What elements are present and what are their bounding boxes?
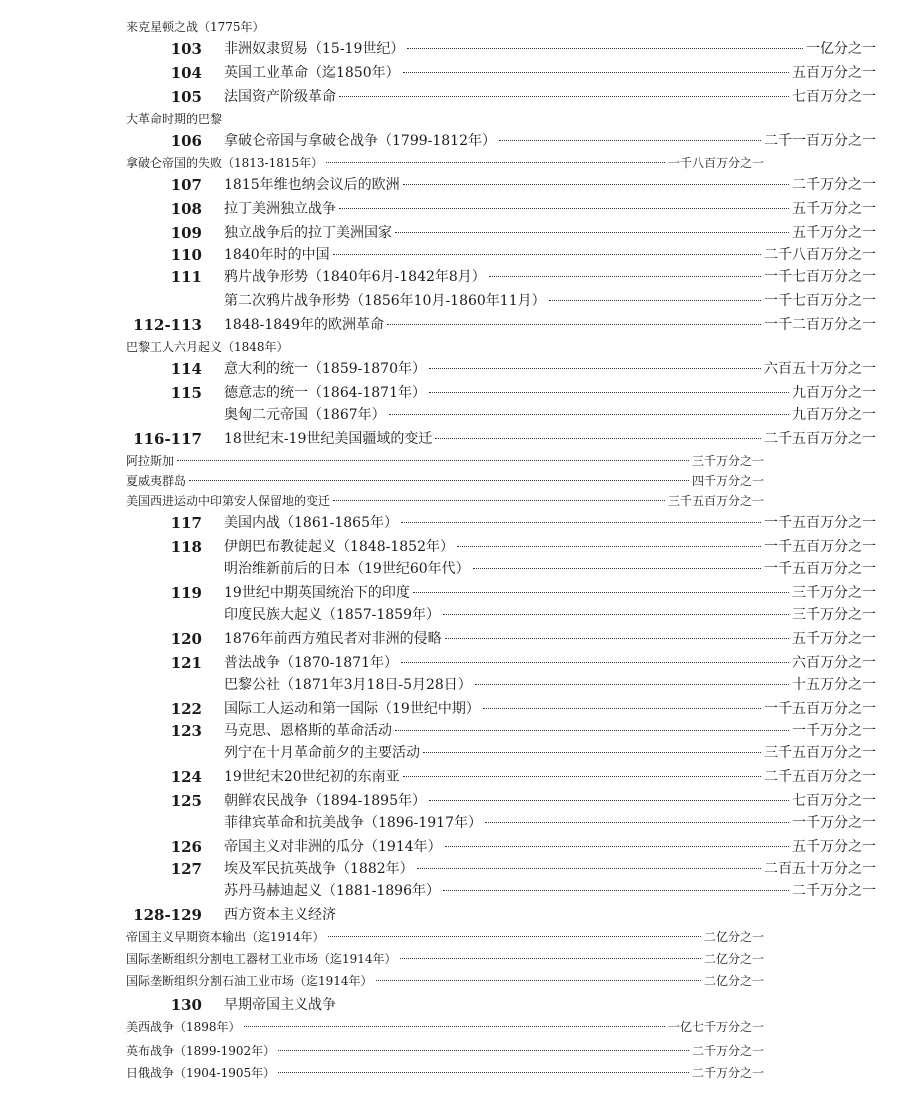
leader-dots bbox=[485, 822, 789, 823]
leader-dots bbox=[443, 614, 789, 615]
entry bbox=[224, 880, 876, 902]
page-number: 130 bbox=[170, 996, 202, 1014]
leader-dots bbox=[278, 1072, 689, 1073]
entry bbox=[224, 428, 876, 450]
entry-title: 19世纪末20世纪初的东南亚 bbox=[224, 769, 400, 785]
entry bbox=[126, 470, 764, 492]
page-number: 127 bbox=[170, 860, 202, 878]
leader-dots bbox=[413, 592, 789, 593]
map-scale: 五千万分之一 bbox=[792, 225, 876, 241]
map-scale: 二亿分之一 bbox=[703, 952, 764, 966]
map-scale: 一千七百万分之一 bbox=[764, 269, 876, 285]
toc-row bbox=[112, 812, 902, 834]
toc-row bbox=[112, 652, 902, 674]
toc-row bbox=[0, 450, 790, 472]
toc-row bbox=[112, 222, 902, 244]
toc-row bbox=[0, 470, 790, 492]
leader-dots bbox=[326, 162, 665, 163]
page-number: 106 bbox=[170, 132, 202, 150]
entry bbox=[224, 790, 876, 812]
entry bbox=[224, 698, 876, 720]
entry-title: 美西战争（1898年） bbox=[126, 1020, 241, 1034]
entry bbox=[224, 582, 876, 604]
toc-row bbox=[112, 174, 902, 196]
toc-row bbox=[112, 628, 902, 650]
toc-row bbox=[112, 130, 902, 152]
page-number: 122 bbox=[170, 700, 202, 718]
map-scale: 十五万分之一 bbox=[792, 677, 876, 693]
entry-title: 印度民族大起义（1857-1859年） bbox=[224, 607, 440, 623]
toc-row bbox=[0, 16, 790, 38]
entry-title: 早期帝国主义战争 bbox=[224, 997, 336, 1013]
toc-row bbox=[112, 790, 902, 812]
leader-dots bbox=[333, 254, 761, 255]
page-number: 119 bbox=[170, 584, 202, 602]
entry-title: 大革命时期的巴黎 bbox=[126, 112, 223, 126]
map-scale: 一千五百万分之一 bbox=[764, 515, 876, 531]
page-number: 120 bbox=[170, 630, 202, 648]
map-scale: 三千五百万分之一 bbox=[764, 745, 876, 761]
leader-dots bbox=[429, 392, 789, 393]
leader-dots bbox=[475, 684, 789, 685]
entry-title: 拉丁美洲独立战争 bbox=[224, 201, 336, 217]
page-number: 114 bbox=[170, 360, 202, 378]
entry-title: 意大利的统一（1859-1870年） bbox=[224, 361, 426, 377]
entry-title: 19世纪中期英国统治下的印度 bbox=[224, 585, 410, 601]
page-number: 109 bbox=[170, 224, 202, 242]
entry-title: 帝国主义早期资本输出（迄1914年） bbox=[126, 930, 325, 944]
toc-row bbox=[112, 582, 902, 604]
entry bbox=[224, 674, 876, 696]
entry bbox=[126, 490, 764, 512]
page-number: 103 bbox=[170, 40, 202, 58]
map-scale: 三千万分之一 bbox=[792, 607, 876, 623]
map-scale: 二亿分之一 bbox=[703, 930, 764, 944]
entry-title: 普法战争（1870-1871年） bbox=[224, 655, 398, 671]
map-scale: 一千五百万分之一 bbox=[764, 701, 876, 717]
map-scale: 二千万分之一 bbox=[691, 1066, 764, 1080]
entry bbox=[126, 16, 764, 38]
entry bbox=[224, 836, 876, 858]
entry-title: 帝国主义对非洲的瓜分（1914年） bbox=[224, 839, 442, 855]
entry bbox=[126, 1062, 764, 1084]
page-number: 124 bbox=[170, 768, 202, 786]
leader-dots bbox=[435, 438, 761, 439]
leader-dots bbox=[389, 414, 789, 415]
entry-title: 朝鲜农民战争（1894-1895年） bbox=[224, 793, 426, 809]
map-scale: 五千万分之一 bbox=[792, 201, 876, 217]
page-number: 118 bbox=[170, 538, 202, 556]
leader-dots bbox=[499, 140, 761, 141]
entry bbox=[126, 336, 764, 358]
leader-dots bbox=[328, 936, 701, 937]
toc-row bbox=[112, 290, 902, 312]
toc-row bbox=[112, 858, 902, 880]
leader-dots bbox=[401, 522, 761, 523]
map-scale: 六百五十万分之一 bbox=[764, 361, 876, 377]
entry-title: 奥匈二元帝国（1867年） bbox=[224, 407, 386, 423]
leader-dots bbox=[549, 300, 761, 301]
map-scale: 一千万分之一 bbox=[792, 723, 876, 739]
map-scale: 二千五百万分之一 bbox=[764, 769, 876, 785]
leader-dots bbox=[376, 980, 701, 981]
entry-title: 来克星顿之战（1775年） bbox=[126, 20, 265, 34]
entry bbox=[126, 926, 764, 948]
map-scale: 一千七百万分之一 bbox=[764, 293, 876, 309]
leader-dots bbox=[403, 184, 789, 185]
entry-title: 独立战争后的拉丁美洲国家 bbox=[224, 225, 392, 241]
map-scale: 四千万分之一 bbox=[691, 474, 764, 488]
toc-row bbox=[0, 1040, 790, 1062]
toc-row bbox=[0, 108, 790, 130]
entry bbox=[224, 536, 876, 558]
entry bbox=[126, 1040, 764, 1062]
page-number: 110 bbox=[170, 246, 202, 264]
toc-row bbox=[112, 86, 902, 108]
leader-dots bbox=[445, 846, 789, 847]
leader-dots bbox=[429, 368, 761, 369]
entry-title: 法国资产阶级革命 bbox=[224, 89, 336, 105]
entry bbox=[224, 38, 876, 60]
page-number: 128-129 bbox=[133, 906, 202, 924]
map-scale: 七百万分之一 bbox=[792, 793, 876, 809]
map-scale: 一千八百万分之一 bbox=[667, 156, 764, 170]
toc-row bbox=[112, 198, 902, 220]
toc-row bbox=[112, 536, 902, 558]
entry bbox=[224, 174, 876, 196]
toc-row bbox=[0, 970, 790, 992]
page-number: 123 bbox=[170, 722, 202, 740]
toc-row bbox=[112, 766, 902, 788]
map-scale: 三千万分之一 bbox=[691, 454, 764, 468]
map-scale: 九百万分之一 bbox=[792, 407, 876, 423]
toc-row bbox=[0, 1016, 790, 1038]
leader-dots bbox=[278, 1050, 689, 1051]
toc-row bbox=[112, 314, 902, 336]
toc-row bbox=[112, 674, 902, 696]
page-number: 107 bbox=[170, 176, 202, 194]
toc-row bbox=[112, 904, 902, 926]
leader-dots bbox=[333, 500, 665, 501]
leader-dots bbox=[417, 868, 761, 869]
leader-dots bbox=[403, 72, 789, 73]
leader-dots bbox=[483, 708, 761, 709]
map-scale: 二千万分之一 bbox=[792, 177, 876, 193]
entry-title: 列宁在十月革命前夕的主要活动 bbox=[224, 745, 420, 761]
map-scale: 一亿分之一 bbox=[806, 41, 876, 57]
toc-row bbox=[112, 836, 902, 858]
leader-dots bbox=[423, 752, 761, 753]
entry bbox=[224, 314, 876, 336]
leader-dots bbox=[445, 638, 789, 639]
page-number: 105 bbox=[170, 88, 202, 106]
map-scale: 九百万分之一 bbox=[792, 385, 876, 401]
toc-row bbox=[112, 880, 902, 902]
toc-row bbox=[112, 404, 902, 426]
entry-title: 国际垄断组织分割电工器材工业市场（迄1914年） bbox=[126, 952, 397, 966]
toc-row bbox=[112, 358, 902, 380]
entry-title: 巴黎公社（1871年3月18日-5月28日） bbox=[224, 677, 472, 693]
entry-title: 巴黎工人六月起义（1848年） bbox=[126, 340, 289, 354]
leader-dots bbox=[177, 460, 689, 461]
map-scale: 二百五十万分之一 bbox=[764, 861, 876, 877]
entry bbox=[224, 904, 876, 926]
entry-title: 国际工人运动和第一国际（19世纪中期） bbox=[224, 701, 480, 717]
entry-title: 英布战争（1899-1902年） bbox=[126, 1044, 276, 1058]
leader-dots bbox=[244, 1026, 665, 1027]
entry-title: 1848-1849年的欧洲革命 bbox=[224, 317, 384, 333]
page-number: 115 bbox=[170, 384, 202, 402]
entry bbox=[224, 382, 876, 404]
toc-row bbox=[112, 266, 902, 288]
entry bbox=[224, 812, 876, 834]
entry bbox=[224, 628, 876, 650]
entry bbox=[224, 130, 876, 152]
leader-dots bbox=[429, 800, 789, 801]
entry bbox=[224, 858, 876, 880]
entry-title: 美国内战（1861-1865年） bbox=[224, 515, 398, 531]
map-scale: 一亿七千万分之一 bbox=[667, 1020, 764, 1034]
entry bbox=[224, 404, 876, 426]
entry bbox=[224, 222, 876, 244]
page-number: 121 bbox=[170, 654, 202, 672]
entry bbox=[224, 358, 876, 380]
leader-dots bbox=[473, 568, 761, 569]
toc-row bbox=[112, 994, 902, 1016]
page-number: 116-117 bbox=[133, 430, 202, 448]
leader-dots bbox=[489, 276, 761, 277]
entry-title: 夏威夷群岛 bbox=[126, 474, 187, 488]
page-number: 111 bbox=[170, 268, 202, 286]
map-scale: 一千二百万分之一 bbox=[764, 317, 876, 333]
map-scale: 一千五百万分之一 bbox=[764, 539, 876, 555]
map-scale: 二千万分之一 bbox=[792, 883, 876, 899]
leader-dots bbox=[395, 730, 789, 731]
entry-title: 马克思、恩格斯的革命活动 bbox=[224, 723, 392, 739]
toc-row bbox=[0, 948, 790, 970]
entry bbox=[224, 558, 876, 580]
entry-title: 苏丹马赫迪起义（1881-1896年） bbox=[224, 883, 440, 899]
toc-row bbox=[112, 62, 902, 84]
entry bbox=[224, 290, 876, 312]
entry bbox=[126, 152, 764, 174]
entry-title: 阿拉斯加 bbox=[126, 454, 175, 468]
toc-row bbox=[112, 604, 902, 626]
entry-title: 1840年时的中国 bbox=[224, 247, 330, 263]
map-scale: 五千万分之一 bbox=[792, 839, 876, 855]
map-scale: 二千八百万分之一 bbox=[764, 247, 876, 263]
entry-title: 英国工业革命（迄1850年） bbox=[224, 65, 400, 81]
leader-dots bbox=[400, 958, 701, 959]
map-scale: 六百万分之一 bbox=[792, 655, 876, 671]
map-scale: 二千万分之一 bbox=[691, 1044, 764, 1058]
page-number: 112-113 bbox=[133, 316, 202, 334]
toc-row bbox=[112, 428, 902, 450]
entry bbox=[224, 720, 876, 742]
entry-title: 西方资本主义经济 bbox=[224, 907, 336, 923]
leader-dots bbox=[403, 776, 761, 777]
toc-row bbox=[112, 742, 902, 764]
toc-row bbox=[0, 336, 790, 358]
leader-dots bbox=[395, 232, 789, 233]
entry-title: 伊朗巴布教徒起义（1848-1852年） bbox=[224, 539, 454, 555]
map-scale: 一千五百万分之一 bbox=[764, 561, 876, 577]
leader-dots bbox=[189, 480, 689, 481]
entry bbox=[224, 62, 876, 84]
entry bbox=[224, 198, 876, 220]
toc-row bbox=[0, 1062, 790, 1084]
entry-title: 明治维新前后的日本（19世纪60年代） bbox=[224, 561, 470, 577]
map-scale: 五千万分之一 bbox=[792, 631, 876, 647]
page-number: 125 bbox=[170, 792, 202, 810]
map-scale: 三千万分之一 bbox=[792, 585, 876, 601]
leader-dots bbox=[387, 324, 761, 325]
entry bbox=[224, 86, 876, 108]
page-number: 104 bbox=[170, 64, 202, 82]
leader-dots bbox=[339, 208, 789, 209]
entry bbox=[224, 604, 876, 626]
leader-dots bbox=[339, 96, 789, 97]
entry-title: 美国西进运动中印第安人保留地的变迁 bbox=[126, 494, 331, 508]
toc-row bbox=[112, 382, 902, 404]
entry-title: 德意志的统一（1864-1871年） bbox=[224, 385, 426, 401]
leader-dots bbox=[407, 48, 803, 49]
entry-title: 非洲奴隶贸易（15-19世纪） bbox=[224, 41, 405, 57]
map-scale: 一千万分之一 bbox=[792, 815, 876, 831]
entry-title: 菲律宾革命和抗美战争（1896-1917年） bbox=[224, 815, 482, 831]
map-scale: 二亿分之一 bbox=[703, 974, 764, 988]
entry-title: 鸦片战争形势（1840年6月-1842年8月） bbox=[224, 269, 486, 285]
toc-row bbox=[0, 490, 790, 512]
entry bbox=[126, 948, 764, 970]
entry bbox=[126, 1016, 764, 1038]
leader-dots bbox=[401, 662, 789, 663]
entry bbox=[224, 652, 876, 674]
page-number: 117 bbox=[170, 514, 202, 532]
entry bbox=[224, 766, 876, 788]
leader-dots bbox=[443, 890, 789, 891]
toc-row bbox=[112, 512, 902, 534]
map-scale: 二千一百万分之一 bbox=[764, 133, 876, 149]
map-scale: 五百万分之一 bbox=[792, 65, 876, 81]
entry-title: 第二次鸦片战争形势（1856年10月-1860年11月） bbox=[224, 293, 546, 309]
entry bbox=[224, 742, 876, 764]
toc-row bbox=[112, 38, 902, 60]
toc-row bbox=[0, 926, 790, 948]
entry-title: 国际垄断组织分割石油工业市场（迄1914年） bbox=[126, 974, 373, 988]
leader-dots bbox=[457, 546, 761, 547]
map-scale: 二千五百万分之一 bbox=[764, 431, 876, 447]
entry-title: 拿破仑帝国的失败（1813-1815年） bbox=[126, 156, 324, 170]
entry-title: 1876年前西方殖民者对非洲的侵略 bbox=[224, 631, 442, 647]
entry bbox=[224, 994, 876, 1016]
entry-title: 拿破仑帝国与拿破仑战争（1799-1812年） bbox=[224, 133, 496, 149]
entry bbox=[126, 450, 764, 472]
entry bbox=[224, 266, 876, 288]
page-number: 126 bbox=[170, 838, 202, 856]
toc-row bbox=[112, 698, 902, 720]
toc-row bbox=[0, 152, 790, 174]
toc-row bbox=[112, 720, 902, 742]
entry bbox=[126, 970, 764, 992]
entry bbox=[224, 244, 876, 266]
entry-title: 18世纪末-19世纪美国疆域的变迁 bbox=[224, 431, 433, 447]
map-scale: 三千五百万分之一 bbox=[667, 494, 764, 508]
entry bbox=[126, 108, 764, 130]
entry-title: 1815年维也纳会议后的欧洲 bbox=[224, 177, 400, 193]
entry-title: 日俄战争（1904-1905年） bbox=[126, 1066, 276, 1080]
toc-row bbox=[112, 558, 902, 580]
entry-title: 埃及军民抗英战争（1882年） bbox=[224, 861, 414, 877]
page-number: 108 bbox=[170, 200, 202, 218]
map-scale: 七百万分之一 bbox=[792, 89, 876, 105]
toc-row bbox=[112, 244, 902, 266]
entry bbox=[224, 512, 876, 534]
